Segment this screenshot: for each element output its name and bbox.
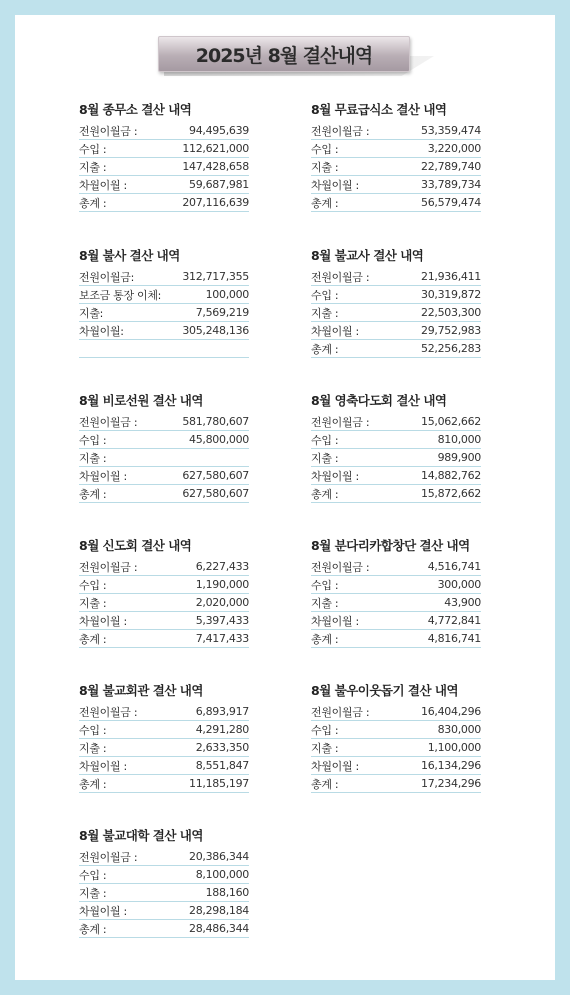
ledger-row [311, 176, 481, 194]
row-value: 8,551,847 [195, 759, 249, 772]
row-label: 전원이월금 : [311, 705, 370, 719]
row-label: 차월이월 : [79, 469, 127, 483]
ledger-row [79, 630, 249, 648]
ledger-row [311, 268, 481, 286]
ledger-row [311, 340, 481, 358]
row-value: 53,359,474 [421, 124, 481, 137]
row-label: 수입 : [79, 578, 107, 592]
ledger-row [79, 431, 249, 449]
ledger-row [79, 140, 249, 158]
row-label: 총계 : [311, 632, 339, 646]
row-label: 차월이월 : [311, 759, 359, 773]
row-label: 전원이월금 : [311, 270, 370, 284]
row-value: 30,319,872 [421, 288, 481, 301]
row-label: 총계 : [311, 196, 339, 210]
row-value: 4,516,741 [427, 560, 481, 573]
section-title: 8월 신도회 결산 내역 [79, 538, 192, 553]
row-label: 차월이월 : [311, 324, 359, 338]
row-label: 차월이월 : [311, 469, 359, 483]
row-label: 차월이월 : [79, 759, 127, 773]
row-label: 지출: [79, 306, 104, 320]
ledger-row [311, 630, 481, 648]
row-label: 지출 : [311, 451, 339, 465]
row-value: 581,780,607 [182, 415, 249, 428]
row-label: 수입 : [311, 578, 339, 592]
ledger-row [79, 413, 249, 431]
section-title: 8월 불교사 결산 내역 [311, 248, 424, 263]
summary-section [79, 536, 249, 648]
ledger-row [311, 739, 481, 757]
ledger-row [79, 449, 249, 467]
row-label: 수입 : [311, 142, 339, 156]
ledger-row [311, 721, 481, 739]
row-label: 전원이월금 : [79, 850, 138, 864]
row-value: 5,397,433 [195, 614, 249, 627]
summary-section [79, 826, 249, 938]
row-value: 28,298,184 [189, 904, 249, 917]
row-value: 6,227,433 [195, 560, 249, 573]
section-title: 8월 종무소 결산 내역 [79, 102, 192, 117]
ledger-row [311, 158, 481, 176]
row-label: 지출 : [311, 596, 339, 610]
row-label: 차월이월 : [79, 904, 127, 918]
row-value: 810,000 [437, 433, 481, 446]
row-value: 207,116,639 [182, 196, 249, 209]
ledger-row [79, 775, 249, 793]
ledger-row [311, 757, 481, 775]
row-value: 1,100,000 [427, 741, 481, 754]
ledger-row [79, 594, 249, 612]
row-value: 300,000 [437, 578, 481, 591]
row-label: 전원이월금 : [311, 124, 370, 138]
row-label: 총계 : [79, 922, 107, 936]
summary-section [79, 100, 249, 212]
row-label: 수입 : [311, 288, 339, 302]
row-value: 147,428,658 [182, 160, 249, 173]
ledger-row [79, 122, 249, 140]
row-value: 3,220,000 [427, 142, 481, 155]
row-value: 4,772,841 [427, 614, 481, 627]
summary-section [311, 246, 481, 358]
row-value: 22,789,740 [421, 160, 481, 173]
row-value: 59,687,981 [189, 178, 249, 191]
row-value: 1,190,000 [195, 578, 249, 591]
row-value: 15,872,662 [421, 487, 481, 500]
row-label: 보조금 통장 이체: [79, 288, 162, 302]
row-value: 7,569,219 [195, 306, 249, 319]
row-value: 94,495,639 [189, 124, 249, 137]
row-label: 수입 : [79, 723, 107, 737]
row-label: 총계 : [311, 342, 339, 356]
row-label: 지출 : [79, 160, 107, 174]
summary-section [79, 391, 249, 503]
row-label: 차월이월 : [79, 614, 127, 628]
row-label: 지출 : [79, 451, 107, 465]
row-label: 수입 : [311, 433, 339, 447]
row-value: 45,800,000 [189, 433, 249, 446]
ledger-row [311, 122, 481, 140]
ledger-row [311, 322, 481, 340]
row-label: 수입 : [79, 868, 107, 882]
row-label: 전원이월금 : [311, 560, 370, 574]
summary-section [311, 681, 481, 793]
row-value: 22,503,300 [421, 306, 481, 319]
row-value: 33,789,734 [421, 178, 481, 191]
row-value: 14,882,762 [421, 469, 481, 482]
row-value: 15,062,662 [421, 415, 481, 428]
ledger-row [79, 576, 249, 594]
row-value: 305,248,136 [182, 324, 249, 337]
ledger-row [79, 866, 249, 884]
row-label: 차월이월 : [311, 614, 359, 628]
ledger-row [311, 612, 481, 630]
section-title: 8월 불교회관 결산 내역 [79, 683, 203, 698]
row-value: 2,020,000 [195, 596, 249, 609]
row-label: 전원이월금 : [79, 124, 138, 138]
row-label: 지출 : [311, 160, 339, 174]
row-label: 차월이월 : [311, 178, 359, 192]
ledger-row [79, 158, 249, 176]
ledger-row [79, 920, 249, 938]
row-label: 총계 : [311, 777, 339, 791]
ledger-row [311, 286, 481, 304]
row-value: 16,134,296 [421, 759, 481, 772]
title-banner [158, 36, 436, 76]
row-label: 지출 : [79, 596, 107, 610]
section-title: 8월 비로선원 결산 내역 [79, 393, 203, 408]
ledger-row [311, 449, 481, 467]
ledger-row [79, 176, 249, 194]
ledger-row [79, 703, 249, 721]
ledger-row [311, 304, 481, 322]
row-label: 전원이월금 : [79, 415, 138, 429]
row-label: 지출 : [311, 741, 339, 755]
summary-section [311, 391, 481, 503]
row-label: 수입 : [79, 142, 107, 156]
row-label: 총계 : [79, 487, 107, 501]
row-value: 8,100,000 [195, 868, 249, 881]
ledger-row [311, 594, 481, 612]
row-value: 6,893,917 [195, 705, 249, 718]
row-value: 21,936,411 [421, 270, 481, 283]
row-label: 차월이월: [79, 324, 124, 338]
ledger-row [311, 775, 481, 793]
ledger-row [79, 304, 249, 322]
ledger-row [79, 848, 249, 866]
row-value: 100,000 [205, 288, 249, 301]
row-value: 11,185,197 [189, 777, 249, 790]
ledger-row [79, 902, 249, 920]
row-value: 56,579,474 [421, 196, 481, 209]
ledger-row [311, 194, 481, 212]
summary-section [311, 536, 481, 648]
ledger-row [79, 340, 249, 358]
row-value: 28,486,344 [189, 922, 249, 935]
ledger-row [79, 612, 249, 630]
section-title: 8월 영축다도회 결산 내역 [311, 393, 447, 408]
row-label: 지출 : [79, 886, 107, 900]
section-title: 8월 불사 결산 내역 [79, 248, 180, 263]
ledger-row [79, 322, 249, 340]
ledger-row [311, 431, 481, 449]
row-label: 수입 : [79, 433, 107, 447]
ledger-row [79, 467, 249, 485]
row-value: 52,256,283 [421, 342, 481, 355]
row-value: 20,386,344 [189, 850, 249, 863]
ledger-row [79, 485, 249, 503]
row-label: 총계 : [79, 777, 107, 791]
ledger-row [79, 194, 249, 212]
summary-section [311, 100, 481, 212]
row-value: 989,900 [437, 451, 481, 464]
row-value: 7,417,433 [195, 632, 249, 645]
row-label: 총계 : [79, 632, 107, 646]
section-title: 8월 불교대학 결산 내역 [79, 828, 203, 843]
ledger-row [311, 703, 481, 721]
row-label: 지출 : [311, 306, 339, 320]
page-title: 2025년 8월 결산내역 [158, 36, 410, 72]
section-title: 8월 무료급식소 결산 내역 [311, 102, 447, 117]
row-value: 4,816,741 [427, 632, 481, 645]
row-value: 830,000 [437, 723, 481, 736]
row-value: 2,633,350 [195, 741, 249, 754]
row-value: 312,717,355 [182, 270, 249, 283]
row-label: 전원이월금 : [311, 415, 370, 429]
summary-section [79, 246, 249, 358]
row-label: 전원이월금 : [79, 705, 138, 719]
row-value: 16,404,296 [421, 705, 481, 718]
ledger-row [79, 286, 249, 304]
ledger-row [311, 485, 481, 503]
row-label: 지출 : [79, 741, 107, 755]
ledger-row [311, 140, 481, 158]
ledger-row [79, 739, 249, 757]
row-label: 전원이월금 : [79, 560, 138, 574]
row-value: 627,580,607 [182, 469, 249, 482]
ledger-row [311, 558, 481, 576]
ledger-row [79, 558, 249, 576]
row-value: 627,580,607 [182, 487, 249, 500]
row-label: 차월이월 : [79, 178, 127, 192]
ledger-row [311, 467, 481, 485]
ledger-row [311, 413, 481, 431]
ledger-row [311, 576, 481, 594]
ledger-row [79, 268, 249, 286]
row-value: 188,160 [205, 886, 249, 899]
ledger-row [79, 721, 249, 739]
row-value: 29,752,983 [421, 324, 481, 337]
row-value: 4,291,280 [195, 723, 249, 736]
row-label: 전원이월금: [79, 270, 135, 284]
section-title: 8월 불우이웃돕기 결산 내역 [311, 683, 459, 698]
ledger-row [79, 757, 249, 775]
row-label: 총계 : [311, 487, 339, 501]
row-value: 112,621,000 [182, 142, 249, 155]
row-label: 총계 : [79, 196, 107, 210]
section-title: 8월 분다리카합창단 결산 내역 [311, 538, 470, 553]
ledger-row [79, 884, 249, 902]
row-label: 수입 : [311, 723, 339, 737]
row-value: 17,234,296 [421, 777, 481, 790]
summary-section [79, 681, 249, 793]
row-value: 43,900 [444, 596, 481, 609]
